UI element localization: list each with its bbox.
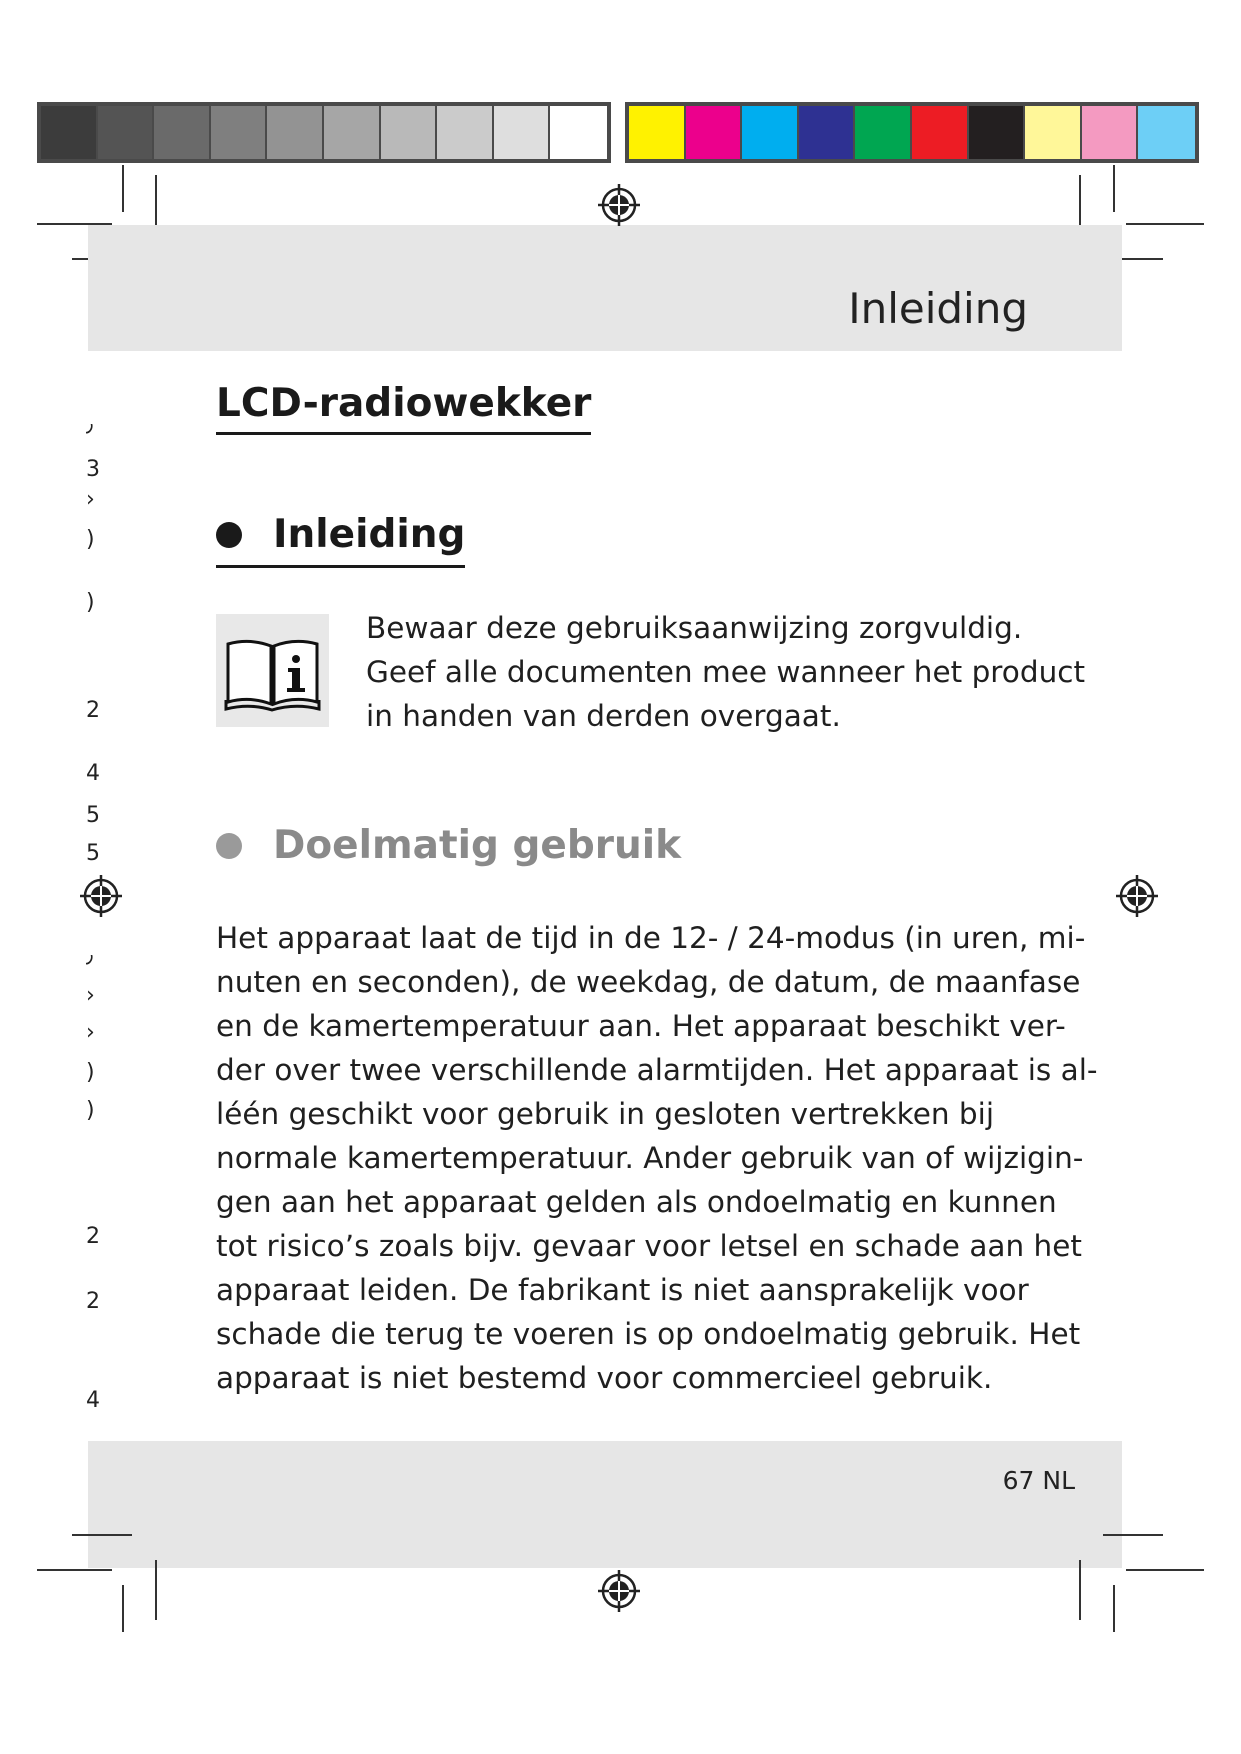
color-swatch bbox=[912, 106, 969, 159]
section-heading-label: Doelmatig gebruik bbox=[273, 823, 682, 868]
margin-glyph: 2 bbox=[86, 1289, 100, 1314]
crop-mark bbox=[122, 165, 124, 212]
color-swatch bbox=[381, 106, 438, 159]
info-paragraph bbox=[366, 606, 1086, 738]
color-swatch bbox=[211, 106, 268, 159]
margin-glyph: 5 bbox=[86, 841, 100, 866]
body-line: der over twee verschillende alarmtijden. Het apparaat is al- bbox=[216, 1053, 1098, 1087]
color-swatch bbox=[629, 106, 686, 159]
book-info-icon bbox=[216, 614, 329, 727]
footer-band bbox=[88, 1441, 1122, 1568]
crop-mark bbox=[1079, 1560, 1081, 1620]
color-swatch bbox=[324, 106, 381, 159]
color-swatch bbox=[154, 106, 211, 159]
color-swatch bbox=[98, 106, 155, 159]
page-number: 67 NL bbox=[1002, 1466, 1075, 1495]
color-swatch bbox=[437, 106, 494, 159]
body-paragraph bbox=[216, 916, 1098, 1400]
crop-mark bbox=[1126, 223, 1204, 225]
margin-glyph: ) bbox=[86, 1098, 95, 1123]
color-swatch bbox=[855, 106, 912, 159]
page-title: LCD-radiowekker bbox=[216, 382, 591, 435]
registration-mark-icon bbox=[80, 875, 122, 917]
body-line: léén geschikt voor gebruik in gesloten vertrekken bij bbox=[216, 1097, 995, 1131]
bullet-icon bbox=[216, 833, 242, 859]
body-line: apparaat leiden. De fabrikant is niet aansprakelijk voor bbox=[216, 1273, 1029, 1307]
info-line: in handen van derden overgaat. bbox=[366, 699, 841, 733]
body-line: Het apparaat laat de tijd in de 12- / 24-modus (in uren, mi- bbox=[216, 921, 1086, 955]
process-color-bar bbox=[625, 102, 1199, 163]
color-swatch bbox=[799, 106, 856, 159]
crop-mark bbox=[37, 1569, 112, 1571]
body-line: nuten en seconden), de weekdag, de datum, de maanfase bbox=[216, 965, 1081, 999]
crop-mark bbox=[1113, 165, 1115, 212]
margin-glyph: 3 bbox=[86, 457, 100, 482]
margin-glyph: › bbox=[86, 1020, 95, 1045]
body-line: gen aan het apparaat gelden als ondoelmatig en kunnen bbox=[216, 1185, 1057, 1219]
crop-mark bbox=[155, 1560, 157, 1620]
margin-glyph: 2 bbox=[86, 698, 100, 723]
color-swatch bbox=[267, 106, 324, 159]
margin-glyph: 2 bbox=[86, 1224, 100, 1249]
color-swatch bbox=[1082, 106, 1139, 159]
grayscale-color-bar bbox=[37, 102, 611, 163]
crop-mark bbox=[1113, 1585, 1115, 1632]
header-title: Inleiding bbox=[848, 284, 1028, 333]
margin-glyph: ) bbox=[86, 590, 95, 615]
color-swatch bbox=[494, 106, 551, 159]
body-line: en de kamertemperatuur aan. Het apparaat beschikt ver- bbox=[216, 1009, 1066, 1043]
margin-glyph: › bbox=[86, 487, 95, 512]
section-heading-label: Inleiding bbox=[273, 512, 466, 557]
margin-glyph: 4 bbox=[86, 761, 100, 786]
margin-glyph: › bbox=[86, 983, 95, 1008]
section-heading-doelmatig-gebruik bbox=[216, 824, 681, 868]
color-swatch bbox=[686, 106, 743, 159]
body-line: normale kamertemperatuur. Ander gebruik van of wijzigin- bbox=[216, 1141, 1084, 1175]
body-line: schade die terug te voeren is op ondoelmatig gebruik. Het bbox=[216, 1317, 1081, 1351]
bullet-icon bbox=[216, 522, 242, 548]
color-swatch bbox=[1138, 106, 1195, 159]
color-swatch bbox=[550, 106, 607, 159]
crop-mark bbox=[122, 1585, 124, 1632]
margin-glyph: ٫ bbox=[86, 412, 94, 437]
info-line: Bewaar deze gebruiksaanwijzing zorgvuldig. bbox=[366, 611, 1023, 645]
registration-mark-icon bbox=[598, 1570, 640, 1612]
body-line: apparaat is niet bestemd voor commercieel gebruik. bbox=[216, 1361, 993, 1395]
crop-mark bbox=[1103, 1534, 1163, 1536]
margin-glyph: ٫ bbox=[86, 943, 94, 968]
margin-glyph: 5 bbox=[86, 803, 100, 828]
crop-mark bbox=[72, 1534, 132, 1536]
crop-mark bbox=[1126, 1569, 1204, 1571]
color-swatch bbox=[1025, 106, 1082, 159]
info-line: Geef alle documenten mee wanneer het product bbox=[366, 655, 1086, 689]
section-heading-inleiding bbox=[216, 513, 465, 568]
color-swatch bbox=[742, 106, 799, 159]
margin-glyph: ) bbox=[86, 527, 95, 552]
margin-glyph: ) bbox=[86, 1060, 95, 1085]
color-swatch bbox=[969, 106, 1026, 159]
registration-mark-icon bbox=[1116, 875, 1158, 917]
body-line: tot risico’s zoals bijv. gevaar voor letsel en schade aan het bbox=[216, 1229, 1082, 1263]
margin-glyph: 4 bbox=[86, 1388, 100, 1413]
color-swatch bbox=[41, 106, 98, 159]
registration-mark-icon bbox=[598, 184, 640, 226]
